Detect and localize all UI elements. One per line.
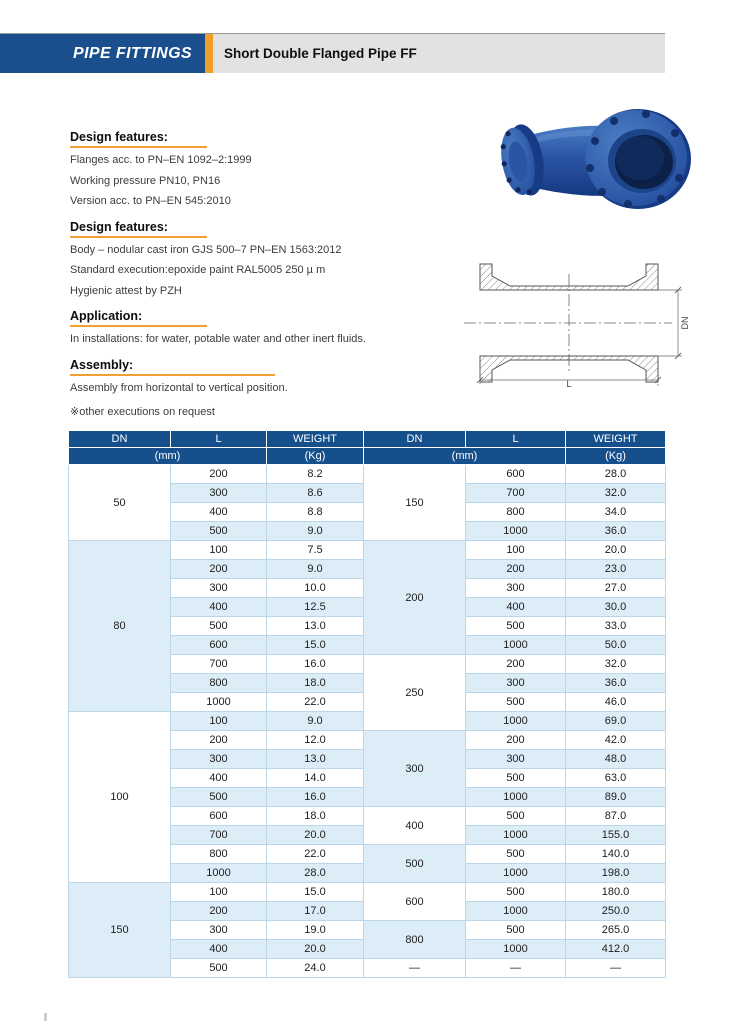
- l-cell: 200: [171, 465, 267, 484]
- l-cell: 500: [466, 845, 566, 864]
- l-cell: 400: [171, 769, 267, 788]
- title-box: [213, 34, 665, 73]
- section-heading: Design features:: [70, 130, 207, 148]
- l-cell: 200: [466, 731, 566, 750]
- l-cell: 500: [171, 522, 267, 541]
- dn-group-cell: 300: [364, 731, 466, 807]
- l-cell: 500: [466, 921, 566, 940]
- dn-group-cell: 250: [364, 655, 466, 731]
- l-cell: 700: [466, 484, 566, 503]
- section-heading: Application:: [70, 309, 207, 327]
- l-cell: 800: [171, 845, 267, 864]
- l-cell: 200: [171, 902, 267, 921]
- dn-group-cell: 600: [364, 883, 466, 921]
- l-cell: 1000: [466, 522, 566, 541]
- l-cell: —: [466, 959, 566, 978]
- weight-cell: 14.0: [267, 769, 364, 788]
- unit-mm: (mm): [364, 448, 566, 465]
- l-cell: 100: [466, 541, 566, 560]
- weight-cell: 32.0: [566, 655, 666, 674]
- weight-cell: —: [566, 959, 666, 978]
- weight-cell: 16.0: [267, 788, 364, 807]
- l-cell: 1000: [466, 864, 566, 883]
- weight-cell: 9.0: [267, 712, 364, 731]
- weight-cell: 9.0: [267, 560, 364, 579]
- weight-cell: 16.0: [267, 655, 364, 674]
- weight-cell: 20.0: [267, 826, 364, 845]
- l-cell: 200: [171, 560, 267, 579]
- weight-cell: 10.0: [267, 579, 364, 598]
- section-heading: Design features:: [70, 220, 207, 238]
- l-cell: 200: [466, 655, 566, 674]
- weight-cell: 69.0: [566, 712, 666, 731]
- l-cell: 500: [466, 769, 566, 788]
- table-units-row: [69, 448, 666, 465]
- dn-group-cell: 800: [364, 921, 466, 959]
- dn-group-cell: 500: [364, 845, 466, 883]
- page-title: Short Double Flanged Pipe FF: [224, 46, 417, 61]
- header-l: L: [466, 431, 566, 448]
- page-mark: [44, 1013, 47, 1021]
- weight-cell: 33.0: [566, 617, 666, 636]
- l-cell: 500: [171, 959, 267, 978]
- weight-cell: 13.0: [267, 617, 364, 636]
- l-cell: 300: [466, 750, 566, 769]
- dn-group-cell: 150: [69, 883, 171, 978]
- weight-cell: 36.0: [566, 674, 666, 693]
- unit-kg: (Kg): [267, 448, 364, 465]
- l-cell: 200: [466, 560, 566, 579]
- pipe-photo-graphic: [468, 98, 700, 210]
- weight-cell: 46.0: [566, 693, 666, 712]
- weight-cell: 12.0: [267, 731, 364, 750]
- weight-cell: 27.0: [566, 579, 666, 598]
- accent-bar: [205, 34, 213, 73]
- l-cell: 1000: [466, 826, 566, 845]
- pipe-technical-drawing: [452, 248, 702, 388]
- dimensions-table-head: [69, 431, 666, 465]
- section-line: Assembly from horizontal to vertical position.: [70, 381, 288, 394]
- l-cell: 300: [171, 484, 267, 503]
- l-cell: 300: [171, 579, 267, 598]
- weight-cell: 22.0: [267, 693, 364, 712]
- drawing-l-dimension-label: L: [566, 379, 572, 388]
- weight-cell: 155.0: [566, 826, 666, 845]
- pipe-photo: [468, 98, 700, 210]
- l-cell: 1000: [466, 902, 566, 921]
- header-dn: DN: [364, 431, 466, 448]
- weight-cell: 12.5: [267, 598, 364, 617]
- l-cell: 800: [466, 503, 566, 522]
- dn-group-cell: 50: [69, 465, 171, 541]
- weight-cell: 20.0: [267, 940, 364, 959]
- l-cell: 600: [171, 807, 267, 826]
- weight-cell: 28.0: [267, 864, 364, 883]
- weight-cell: 15.0: [267, 636, 364, 655]
- weight-cell: 13.0: [267, 750, 364, 769]
- section-line: Body – nodular cast iron GJS 500–7 PN–EN 1563:2012: [70, 243, 342, 256]
- weight-cell: 8.8: [267, 503, 364, 522]
- l-cell: 1000: [466, 940, 566, 959]
- section-line: Standard execution:epoxide paint RAL5005 250 µ m: [70, 264, 326, 276]
- l-cell: 1000: [466, 712, 566, 731]
- l-cell: 1000: [171, 864, 267, 883]
- l-cell: 700: [171, 826, 267, 845]
- weight-cell: 87.0: [566, 807, 666, 826]
- weight-cell: 18.0: [267, 674, 364, 693]
- weight-cell: 140.0: [566, 845, 666, 864]
- weight-cell: 48.0: [566, 750, 666, 769]
- weight-cell: 50.0: [566, 636, 666, 655]
- weight-cell: 18.0: [267, 807, 364, 826]
- table-row: [69, 541, 666, 560]
- l-cell: 200: [171, 731, 267, 750]
- header-l: L: [171, 431, 267, 448]
- l-cell: 600: [171, 636, 267, 655]
- l-cell: 400: [171, 940, 267, 959]
- l-cell: 400: [171, 503, 267, 522]
- dimensions-table: [68, 430, 666, 978]
- note-line: ※other executions on request: [70, 405, 215, 418]
- brand-label: PIPE FITTINGS: [73, 44, 192, 62]
- weight-cell: 63.0: [566, 769, 666, 788]
- l-cell: 300: [466, 674, 566, 693]
- l-cell: 1000: [171, 693, 267, 712]
- l-cell: 100: [171, 541, 267, 560]
- l-cell: 300: [466, 579, 566, 598]
- weight-cell: 8.6: [267, 484, 364, 503]
- weight-cell: 250.0: [566, 902, 666, 921]
- weight-cell: 36.0: [566, 522, 666, 541]
- weight-cell: 265.0: [566, 921, 666, 940]
- weight-cell: 32.0: [566, 484, 666, 503]
- l-cell: 500: [466, 693, 566, 712]
- weight-cell: 22.0: [267, 845, 364, 864]
- weight-cell: 30.0: [566, 598, 666, 617]
- drawing-dn-dimension-label: DN: [680, 316, 690, 330]
- dn-group-cell: 100: [69, 712, 171, 883]
- brand-box: [0, 34, 205, 73]
- l-cell: 100: [171, 883, 267, 902]
- unit-kg: (Kg): [566, 448, 666, 465]
- page-header-band: [0, 33, 665, 73]
- l-cell: 600: [466, 465, 566, 484]
- l-cell: 700: [171, 655, 267, 674]
- dn-group-cell: 200: [364, 541, 466, 655]
- weight-cell: 180.0: [566, 883, 666, 902]
- l-cell: 300: [171, 750, 267, 769]
- weight-cell: 17.0: [267, 902, 364, 921]
- weight-cell: 19.0: [267, 921, 364, 940]
- l-cell: 1000: [466, 788, 566, 807]
- table-row: [69, 883, 666, 902]
- l-cell: 400: [466, 598, 566, 617]
- l-cell: 1000: [466, 636, 566, 655]
- unit-mm: (mm): [69, 448, 267, 465]
- weight-cell: 23.0: [566, 560, 666, 579]
- info-sections: [70, 126, 465, 418]
- weight-cell: 89.0: [566, 788, 666, 807]
- weight-cell: 7.5: [267, 541, 364, 560]
- l-cell: 500: [466, 883, 566, 902]
- dn-group-cell: 80: [69, 541, 171, 712]
- weight-cell: 28.0: [566, 465, 666, 484]
- dn-group-cell: 150: [364, 465, 466, 541]
- weight-cell: 42.0: [566, 731, 666, 750]
- section-line: In installations: for water, potable water and other inert fluids.: [70, 333, 366, 345]
- weight-cell: 198.0: [566, 864, 666, 883]
- l-cell: 500: [171, 788, 267, 807]
- l-cell: 800: [171, 674, 267, 693]
- header-weight: WEIGHT: [267, 431, 364, 448]
- section-heading: Assembly:: [70, 358, 275, 376]
- table-header-row: [69, 431, 666, 448]
- section-line: Working pressure PN10, PN16: [70, 174, 221, 187]
- l-cell: 400: [171, 598, 267, 617]
- weight-cell: 20.0: [566, 541, 666, 560]
- l-cell: 300: [171, 921, 267, 940]
- section-line: Version acc. to PN–EN 545:2010: [70, 195, 231, 207]
- pipe-drawing-graphic: [452, 248, 702, 388]
- weight-cell: 8.2: [267, 465, 364, 484]
- l-cell: 500: [466, 807, 566, 826]
- header-dn: DN: [69, 431, 171, 448]
- dn-group-cell: 400: [364, 807, 466, 845]
- weight-cell: 15.0: [267, 883, 364, 902]
- l-cell: 500: [171, 617, 267, 636]
- l-cell: 500: [466, 617, 566, 636]
- dimensions-table-body: [69, 465, 666, 978]
- dn-group-cell: —: [364, 959, 466, 978]
- weight-cell: 34.0: [566, 503, 666, 522]
- weight-cell: 9.0: [267, 522, 364, 541]
- weight-cell: 412.0: [566, 940, 666, 959]
- weight-cell: 24.0: [267, 959, 364, 978]
- l-cell: 100: [171, 712, 267, 731]
- section-line: Hygienic attest by PZH: [70, 284, 182, 297]
- table-row: [69, 465, 666, 484]
- header-weight: WEIGHT: [566, 431, 666, 448]
- section-line: Flanges acc. to PN–EN 1092–2:1999: [70, 154, 252, 166]
